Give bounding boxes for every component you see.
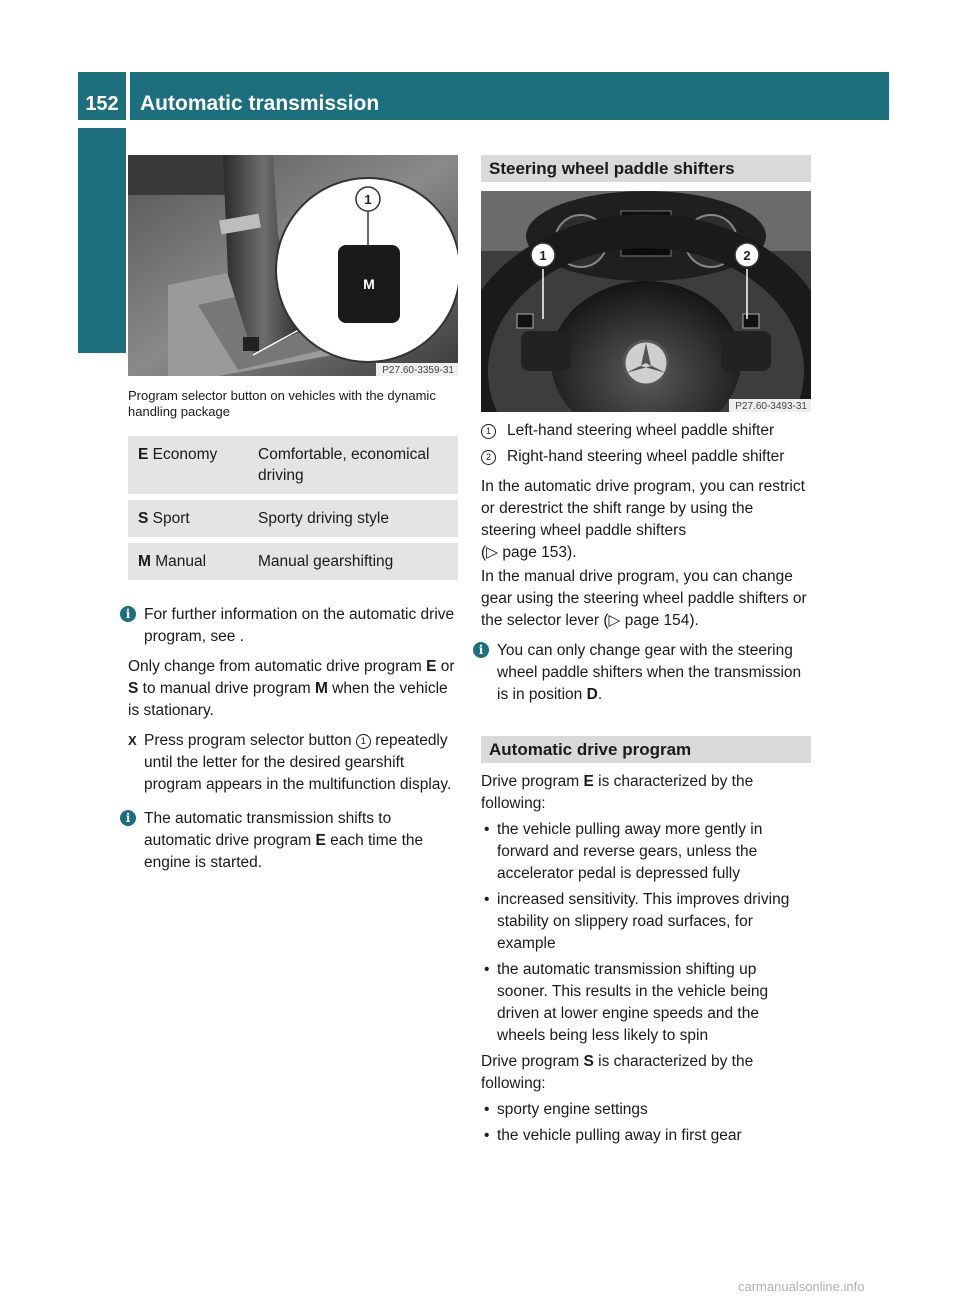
- stationary-paragraph: [128, 656, 458, 722]
- callout-text: Left-hand steering wheel paddle shifter: [507, 422, 775, 439]
- page-number: 152: [78, 72, 126, 120]
- table-row: [128, 436, 458, 497]
- program-e: E: [426, 658, 437, 675]
- text: is characterized by the following:: [481, 1053, 754, 1092]
- bullet-text: the vehicle pulling away more gently in forward and reverse gears, unless the accelerator pedal is depressed fully: [497, 821, 763, 882]
- bullet-text: the vehicle pulling away in first gear: [497, 1127, 742, 1144]
- steering-wheel-illustration: [481, 191, 811, 412]
- photo-caption: Program selector button on vehicles with the dynamic handling package: [128, 388, 436, 419]
- program-e: E: [583, 773, 594, 790]
- footer-watermark: carmanualsonline.info: [738, 1279, 865, 1294]
- text: You can only change gear with the steering wheel paddle shifters when the transmission is in position: [497, 642, 802, 703]
- info-icon: i: [120, 606, 136, 622]
- list-item: • the vehicle pulling away more gently in forward and reverse gears, unless the accelerator pedal is depressed fully: [484, 821, 763, 882]
- list-item: • sporty engine settings: [484, 1101, 648, 1118]
- selector-button-photo: [128, 155, 458, 376]
- program-description: Comfortable, economical driving: [248, 436, 458, 497]
- instruction-step: [128, 730, 458, 796]
- info-icon: i: [473, 642, 489, 658]
- table-row: [128, 497, 458, 540]
- text: Press program selector button: [144, 732, 356, 749]
- button-letter: M: [363, 276, 375, 292]
- text: is characterized by the following:: [481, 773, 754, 812]
- page-title: Automatic transmission: [130, 72, 889, 120]
- program-table: [128, 436, 458, 580]
- info-note: [125, 604, 458, 648]
- list-item: • increased sensitivity. This improves driving stability on slippery road surfaces, for example: [484, 891, 790, 952]
- paddle-paragraph-2: In the manual drive program, you can change gear using the steering wheel paddle shifters or the selector lever (▷ page 154).: [481, 568, 807, 629]
- text: each time the engine is started.: [144, 832, 424, 871]
- program-description: Manual gearshifting: [248, 540, 458, 580]
- bullet-text: the automatic transmission shifting up sooner. This results in the vehicle being driven at lower engine speeds and the wheels being less likely to spin: [497, 961, 769, 1044]
- info-text: For further information on the automatic drive program, see .: [144, 606, 455, 645]
- callout-number: 1: [539, 248, 547, 263]
- text: Only change from automatic drive program: [128, 658, 427, 675]
- info-note: [125, 808, 458, 874]
- program-letter: E: [138, 446, 149, 463]
- callout-list: [481, 420, 811, 468]
- info-note: [478, 640, 811, 706]
- paddle-paragraph-1: [481, 476, 811, 564]
- steering-wheel-photo: [481, 191, 811, 412]
- gear-console-illustration: [128, 155, 458, 376]
- text: Drive program: [481, 773, 584, 790]
- page-reference: (▷ page 153).: [481, 544, 577, 561]
- photo-code: P27.60-3493-31: [735, 401, 807, 412]
- section-side-label: Driving and parking: [90, 145, 113, 343]
- info-icon: i: [120, 810, 136, 826]
- text: The automatic transmission shifts to automatic drive program: [144, 810, 392, 849]
- text: In the automatic drive program, you can restrict or derestrict the shift range by using the steering wheel paddle shifters: [481, 478, 805, 539]
- list-item: • the automatic transmission shifting up sooner. This results in the vehicle being driven at lower engine speeds and the wheels being less likely to spin: [484, 961, 769, 1044]
- callout-text: Right-hand steering wheel paddle shifter: [507, 448, 785, 465]
- step-arrow-icon: X: [128, 733, 137, 748]
- program-s-intro: [481, 1051, 811, 1095]
- program-description: Sporty driving style: [248, 497, 458, 540]
- callout-ref: 1: [356, 734, 371, 749]
- callout-number: 2: [743, 248, 751, 263]
- callout-ref: 1: [481, 424, 496, 439]
- table-row: [128, 540, 458, 580]
- callout-ref: 2: [481, 450, 496, 465]
- program-s: S: [583, 1053, 594, 1070]
- section-heading-auto-drive: Automatic drive program: [481, 736, 811, 763]
- bullet-text: sporty engine settings: [497, 1101, 648, 1118]
- text: repeatedly until the letter for the desired gearshift program appears in the multifunction display.: [144, 732, 452, 793]
- program-name: Economy: [148, 446, 218, 463]
- program-name: Sport: [148, 510, 190, 527]
- bullet-text: increased sensitivity. This improves driving stability on slippery road surfaces, for example: [497, 891, 790, 952]
- callout-number: 1: [364, 192, 372, 207]
- position-d: D: [586, 686, 598, 703]
- text: to manual drive program: [138, 680, 315, 697]
- right-column: [478, 155, 811, 1147]
- text: when the vehicle is stationary.: [128, 680, 448, 719]
- program-letter: M: [138, 553, 151, 570]
- text: .: [597, 686, 603, 703]
- program-s: S: [128, 680, 139, 697]
- left-column: [125, 155, 458, 874]
- list-item: [481, 420, 811, 442]
- list-item: [481, 446, 811, 468]
- text: or: [436, 658, 455, 675]
- text: Drive program: [481, 1053, 584, 1070]
- program-e-intro: [481, 771, 811, 815]
- program-name: Manual: [150, 553, 207, 570]
- program-e: E: [315, 832, 326, 849]
- section-heading-paddle: Steering wheel paddle shifters: [481, 155, 811, 182]
- program-m: M: [314, 680, 328, 697]
- program-letter: S: [138, 510, 149, 527]
- list-item: • the vehicle pulling away in first gear: [484, 1127, 742, 1144]
- photo-code: P27.60-3359-31: [382, 365, 454, 376]
